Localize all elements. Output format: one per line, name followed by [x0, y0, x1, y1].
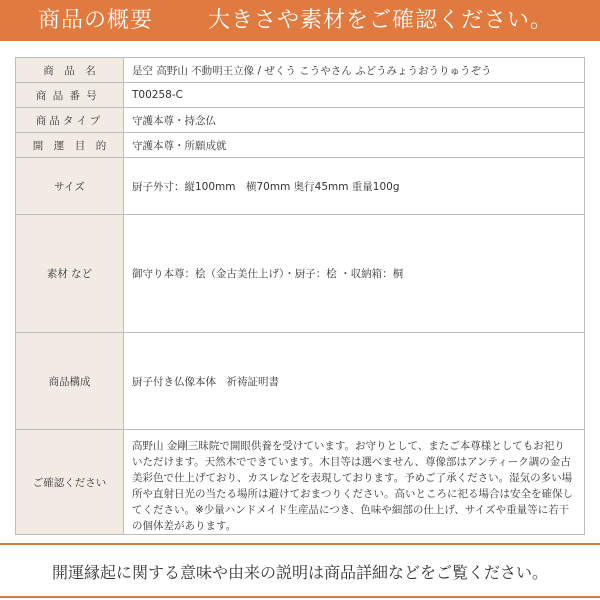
value-product-type: 守護本尊・持念仏: [124, 108, 585, 133]
label-material: 素材 など: [16, 215, 124, 333]
value-contents: 厨子付き仏像本体 祈祷証明書: [124, 333, 585, 430]
value-product-name: 是空 高野山 不動明王立像 / ぜくう こうやさん ふどうみょうおうりゅうぞう: [124, 58, 585, 83]
table-row-contents: [16, 333, 585, 430]
label-product-type: 商品タイプ: [16, 108, 124, 133]
header-subtitle: 大きさや素材をご確認ください。: [208, 8, 554, 33]
value-purpose: 守護本尊・所願成就: [124, 133, 585, 158]
label-notice: ご確認ください: [16, 430, 124, 535]
value-size: 厨子外寸：縦100mm 横70mm 奥行45mm 重量100g: [124, 158, 585, 215]
footer-note: 開運縁起に関する意味や由来の説明は商品詳細などをご覧ください。: [51, 563, 548, 582]
value-notice: 高野山 金剛三昧院で開眼供養を受けています。お守りとして、またご本尊様としてもお祀りいただけます。天然木でできています。木目等は選べません、尊像部はアンティーク調の金古美彩色で仕上げており、カスレなどを表現しております。予めご了承ください。湿気の多い場所や直射日光の当たる場所は避けておまつりください。高いところに祀る場合は安全を確保してください。※少量ハンドメイド生産品につき、色味や細部の仕上げ、サイズや重量等に若干の個体差があります。: [124, 430, 585, 535]
table-row-product-type: [16, 108, 585, 133]
table-row-product-number: [16, 83, 585, 108]
label-purpose: 開 運 目 的: [16, 133, 124, 158]
value-material: 御守り本尊：桧（金古美仕上げ）・厨子：桧 ・収納箱：桐: [124, 215, 585, 333]
table-row-product-name: [16, 58, 585, 83]
table-row-purpose: [16, 133, 585, 158]
table-row-notice: [16, 430, 585, 535]
header-title: 商品の概要: [38, 8, 154, 33]
product-spec-table: [15, 57, 585, 535]
label-contents: 商品構成: [16, 333, 124, 430]
table-row-material: [16, 215, 585, 333]
label-product-number: 商品番号: [16, 83, 124, 108]
header-banner: [0, 0, 600, 41]
footer-divider-bottom: [0, 596, 600, 598]
table-row-size: [16, 158, 585, 215]
value-product-number: T00258-C: [124, 83, 585, 108]
label-size: サイズ: [16, 158, 124, 215]
label-product-name: 商 品 名: [16, 58, 124, 83]
